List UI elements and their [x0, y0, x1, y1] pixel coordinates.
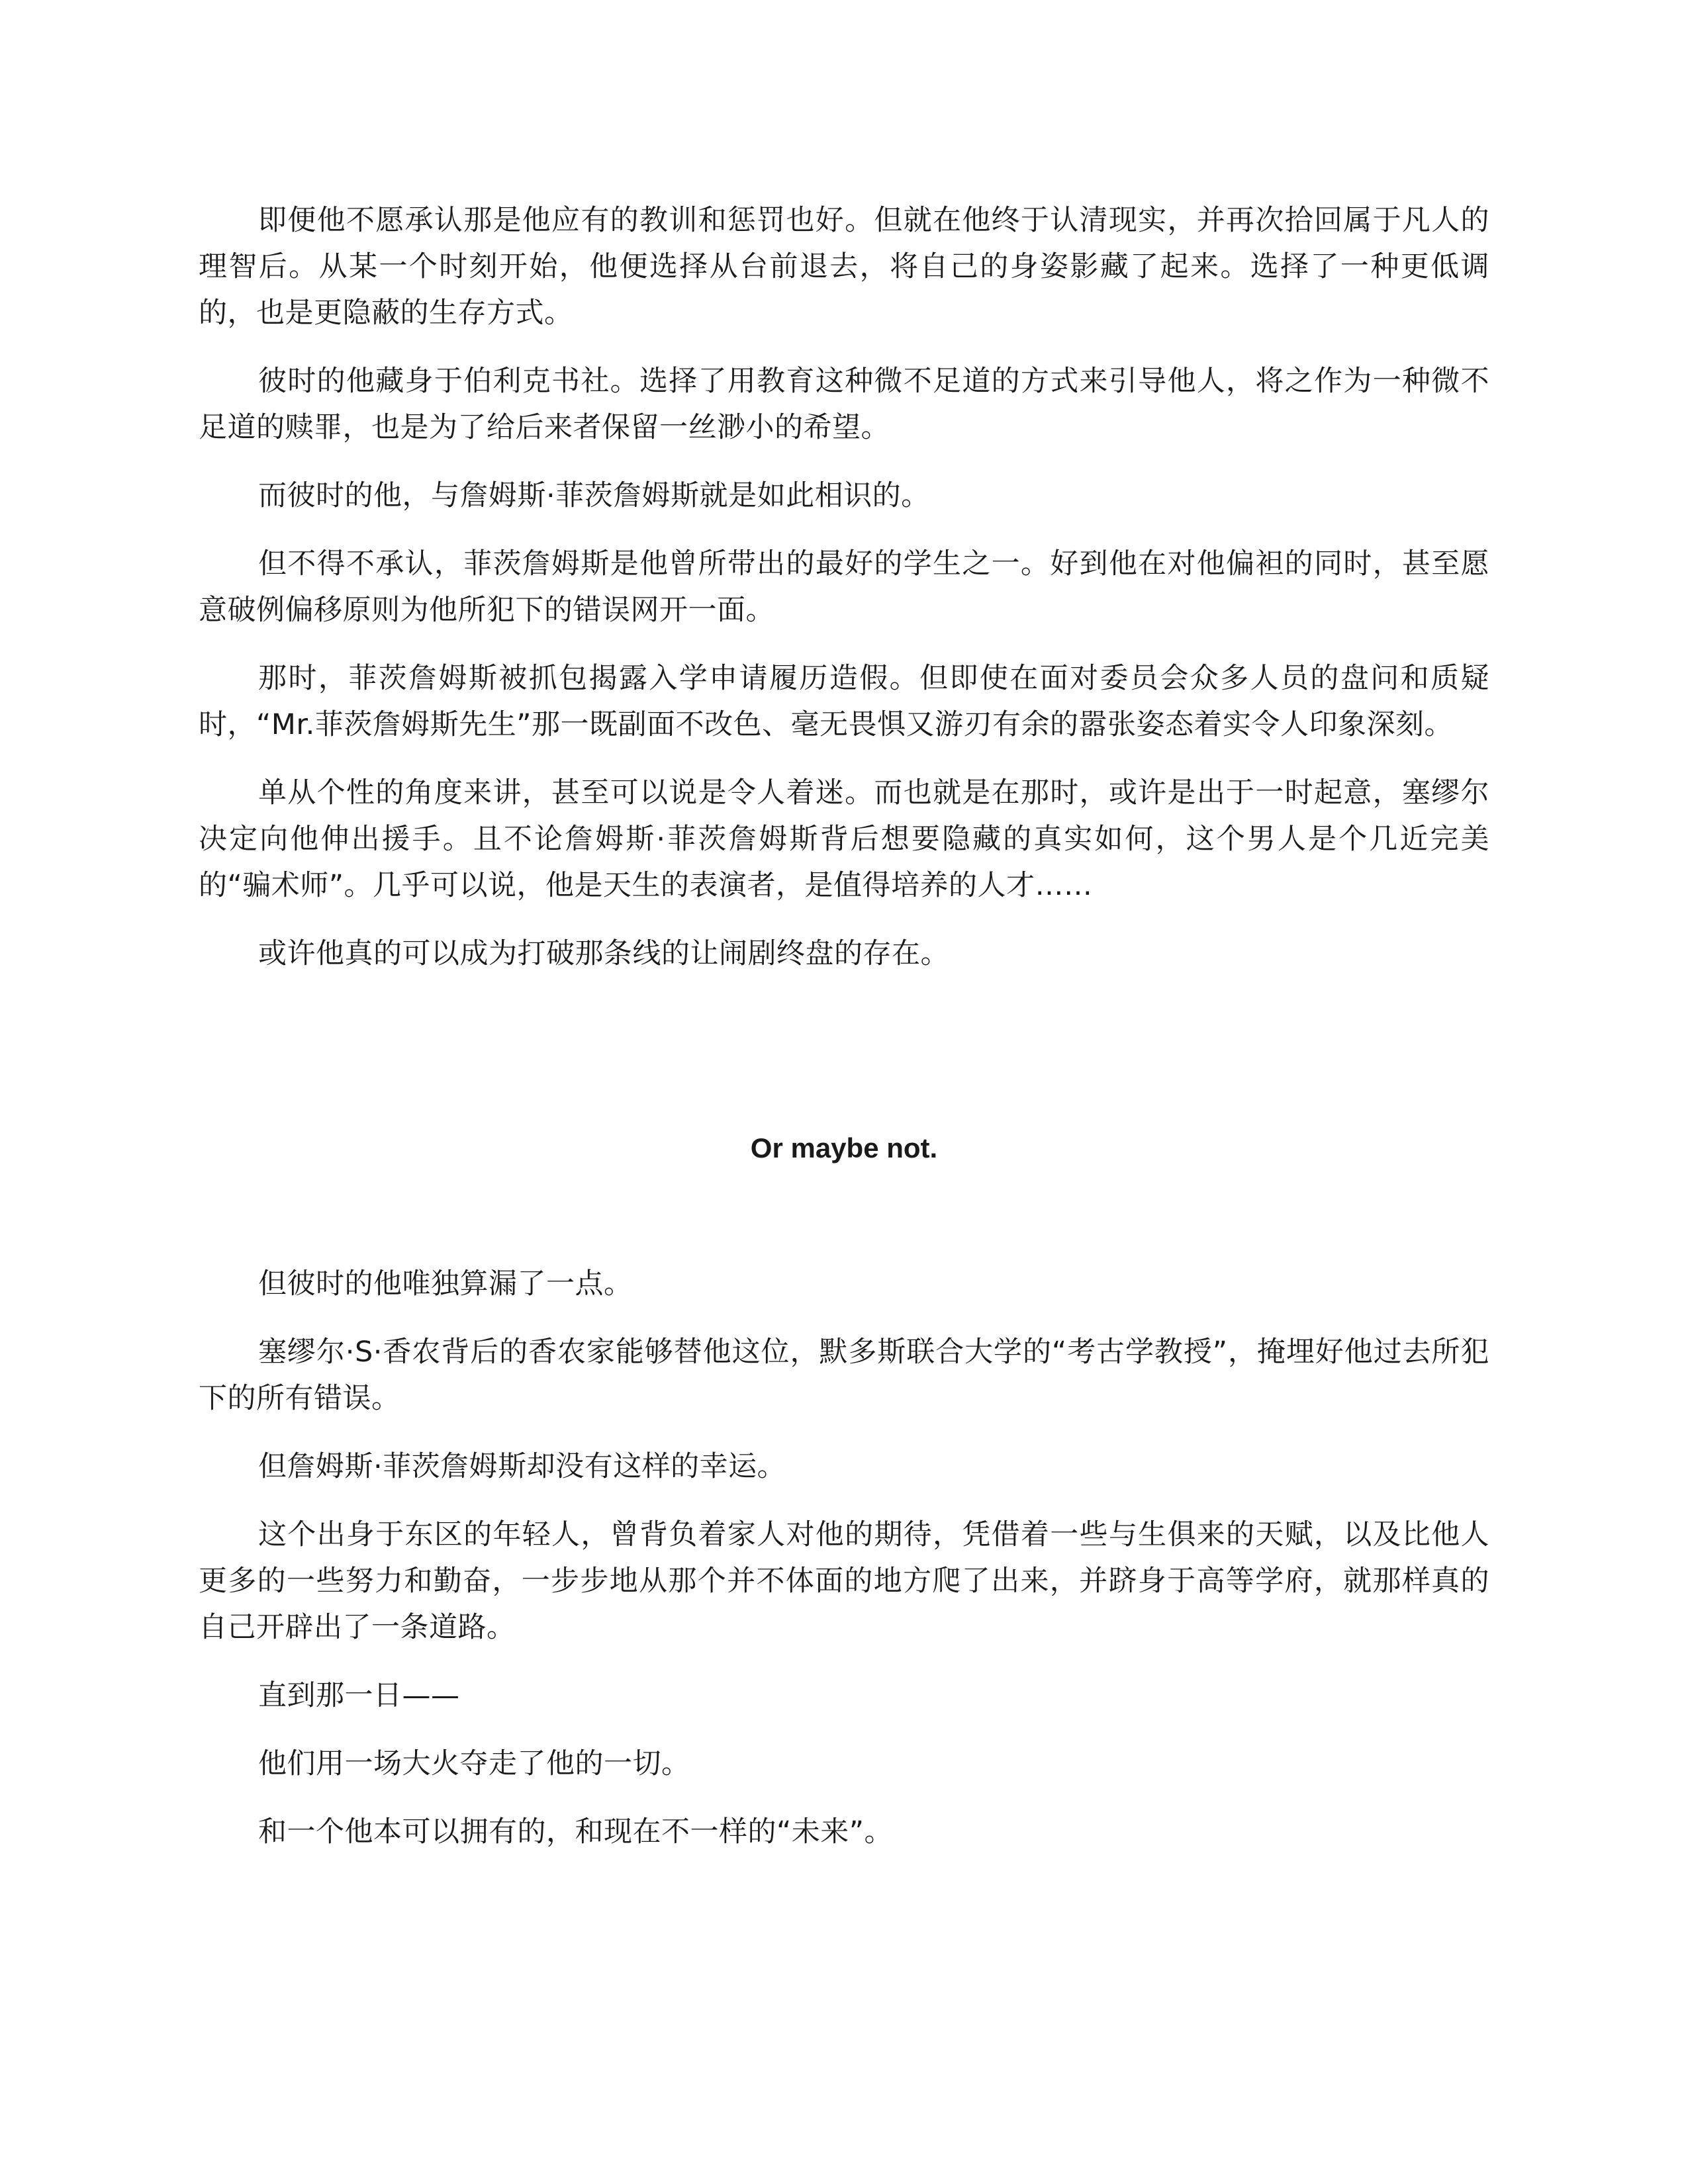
- paragraph: 那时，菲茨詹姆斯被抓包揭露入学申请履历造假。但即使在面对委员会众多人员的盘问和质疑时，“Mr.菲茨詹姆斯先生”那一既副面不改色、毫无畏惧又游刃有余的嚣张姿态着实令人印象深刻。: [199, 662, 1489, 741]
- paragraph: 直到那一日——: [258, 1679, 460, 1712]
- paragraph: 彼时的他藏身于伯利克书社。选择了用教育这种微不足道的方式来引导他人，将之作为一种微不足道的赎罪，也是为了给后来者保留一丝渺小的希望。: [199, 365, 1489, 444]
- paragraph: 和一个他本可以拥有的，和现在不一样的“未来”。: [258, 1815, 894, 1848]
- paragraph: 他们用一场大火夺走了他的一切。: [258, 1747, 690, 1780]
- paragraph: 即便他不愿承认那是他应有的教训和惩罚也好。但就在他终于认清现实，并再次拾回属于凡人的理智后。从某一个时刻开始，他便选择从台前退去，将自己的身姿影藏了起来。选择了一种更低调的，也是更隐蔽的生存方式。: [199, 204, 1489, 330]
- paragraph: 而彼时的他，与詹姆斯·菲茨詹姆斯就是如此相识的。: [258, 479, 930, 512]
- paragraph: 或许他真的可以成为打破那条线的让闹剧终盘的存在。: [258, 937, 949, 970]
- section-divider-heading: Or maybe not.: [750, 1132, 938, 1163]
- paragraph: 但詹姆斯·菲茨詹姆斯却没有这样的幸运。: [258, 1450, 786, 1483]
- body-text-section-2: [199, 1261, 1489, 1855]
- paragraph: 这个出身于东区的年轻人，曾背负着家人对他的期待，凭借着一些与生俱来的天赋，以及比他人更多的一些努力和勤奋，一步步地从那个并不体面的地方爬了出来，并跻身于高等学府，就那样真的自己开辟出了一条道路。: [199, 1518, 1489, 1644]
- paragraph: 单从个性的角度来讲，甚至可以说是令人着迷。而也就是在那时，或许是出于一时起意，塞缪尔决定向他伸出援手。且不论詹姆斯·菲茨詹姆斯背后想要隐藏的真实如何，这个男人是个几近完美的“骗术师”。几乎可以说，他是天生的表演者，是值得培养的人才……: [199, 776, 1489, 902]
- paragraph: 但不得不承认，菲茨詹姆斯是他曾所带出的最好的学生之一。好到他在对他偏袒的同时，甚至愿意破例偏移原则为他所犯下的错误网开一面。: [199, 547, 1489, 627]
- paragraph: 塞缪尔·S·香农背后的香农家能够替他这位，默多斯联合大学的“考古学教授”，掩埋好他过去所犯下的所有错误。: [199, 1336, 1489, 1415]
- paragraph: 但彼时的他唯独算漏了一点。: [258, 1267, 633, 1300]
- body-text-section-1: [199, 197, 1489, 977]
